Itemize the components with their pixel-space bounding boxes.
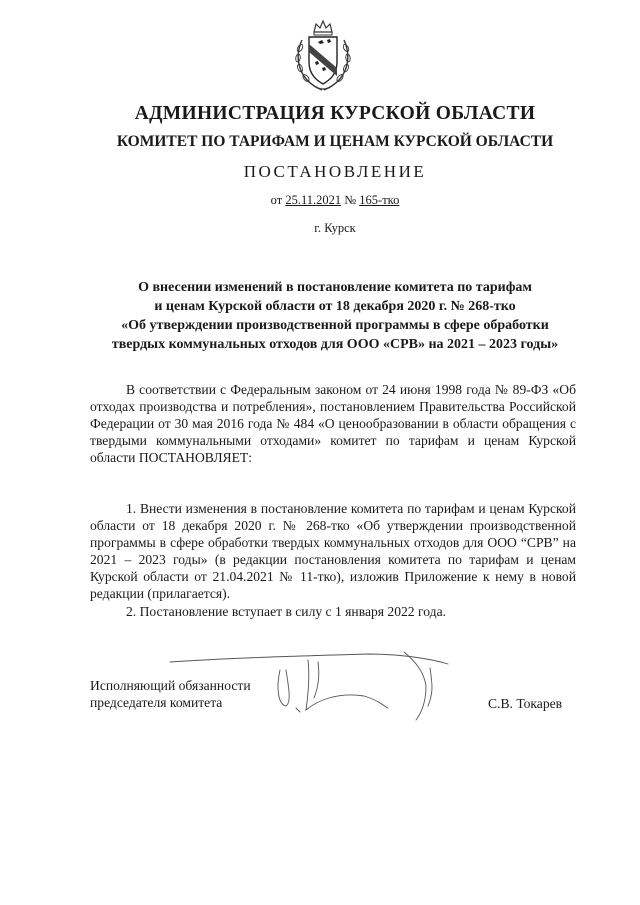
signatory-position [90,677,251,711]
position-line-1: Исполняющий обязанности [90,678,251,693]
date-and-number-line [0,193,640,208]
title-line: твердых коммунальных отходов для ООО «СРВ» на 2021 – 2023 годы» [111,337,559,352]
committee-heading: КОМИТЕТ ПО ТАРИФАМ И ЦЕНАМ КУРСКОЙ ОБЛАСТИ [116,133,554,150]
coat-of-arms-emblem [292,18,354,94]
document-number: 165-тко [359,193,400,207]
preamble-paragraph: В соответствии с Федеральным законом от 24 июня 1998 года № 89-ФЗ «Об отходах производства и потребления», постановлением Правительства Российской Федерации от 30 мая 2016 года № 484 «О ценообразовании в области обращения с твердыми коммунальными отходами» комитет по тарифам и ценам Курской области ПОСТАНОВЛЯЕТ: [90,382,576,465]
administration-heading: АДМИНИСТРАЦИЯ КУРСКОЙ ОБЛАСТИ [134,103,536,124]
position-line-2: председателя комитета [90,695,223,710]
title-line: «Об утверждении производственной программы в сфере обработки [121,318,549,333]
number-prefix: № [344,193,357,207]
document-date: 25.11.2021 [285,193,342,207]
document-type-heading: ПОСТАНОВЛЕНИЕ [243,162,427,181]
title-line: О внесении изменений в постановление комитета по тарифам [138,280,532,295]
item-2-paragraph: 2. Постановление вступает в силу с 1 января 2022 года. [126,604,446,619]
city-line: г. Курск [314,221,356,235]
signatory-name: С.В. Токарев [488,696,563,711]
item-1-paragraph: 1. Внести изменения в постановление комитета по тарифам и ценам Курской области от 18 декабря 2020 г. № 268-тко «Об утверждении производственной программы в сфере обработки твердых коммунальных отходов для ООО “СРВ” на 2021 – 2023 годы» (в редакции постановления комитета по тарифам и ценам Курской области от 21.04.2021 № 11-тко), изложив Приложение к нему в новой редакции (прилагается). [90,501,576,601]
date-prefix: от [270,193,283,207]
title-line: и ценам Курской области от 18 декабря 2020 г. № 268-тко [154,299,516,314]
document-title [0,278,640,354]
